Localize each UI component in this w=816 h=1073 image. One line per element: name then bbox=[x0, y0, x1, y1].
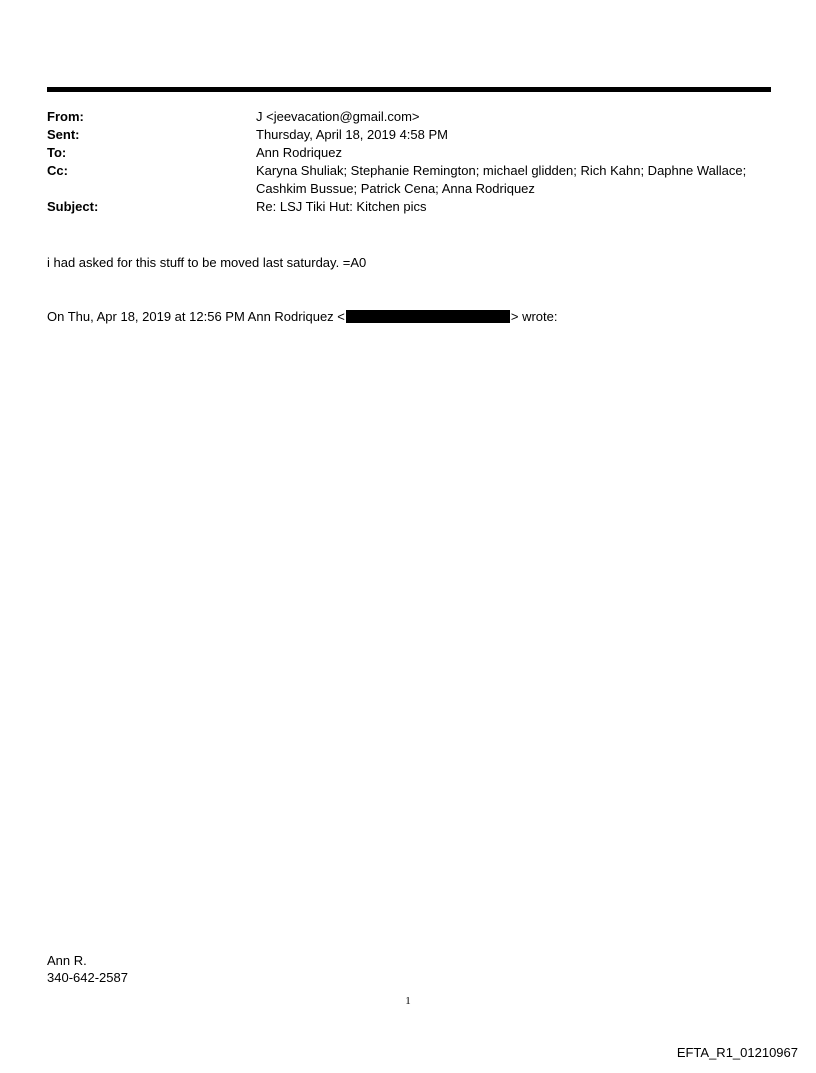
from-row bbox=[47, 108, 777, 126]
cc-label: Cc: bbox=[47, 163, 68, 178]
quote-attribution bbox=[47, 308, 558, 326]
cc-line-1: Karyna Shuliak; Stephanie Remington; michael glidden; Rich Kahn; Daphne Wallace; bbox=[256, 163, 747, 178]
signature-name: Ann R. bbox=[47, 953, 87, 968]
sent-label: Sent: bbox=[47, 127, 80, 142]
sent-value: Thursday, April 18, 2019 4:58 PM bbox=[256, 127, 448, 142]
subject-value: Re: LSJ Tiki Hut: Kitchen pics bbox=[256, 199, 427, 214]
to-row bbox=[47, 144, 777, 162]
email-header bbox=[47, 108, 777, 216]
cc-value bbox=[256, 162, 777, 198]
subject-row bbox=[47, 198, 777, 216]
sent-row bbox=[47, 126, 777, 144]
quote-prefix: On Thu, Apr 18, 2019 at 12:56 PM Ann Rodriquez < bbox=[47, 309, 345, 324]
subject-label: Subject: bbox=[47, 199, 99, 214]
message-text: i had asked for this stuff to be moved last saturday. =A0 bbox=[47, 255, 367, 270]
quote-suffix: > wrote: bbox=[510, 309, 558, 324]
from-value: J <jeevacation@gmail.com> bbox=[256, 109, 420, 124]
page-number: 1 bbox=[405, 995, 411, 1007]
signature-phone: 340-642-2587 bbox=[47, 970, 128, 985]
cc-line-2: Cashkim Bussue; Patrick Cena; Anna Rodriquez bbox=[256, 181, 535, 196]
redaction-block bbox=[346, 310, 510, 323]
bates-number: EFTA_R1_01210967 bbox=[676, 1045, 798, 1060]
cc-row bbox=[47, 162, 777, 198]
from-label: From: bbox=[47, 109, 84, 124]
to-value: Ann Rodriquez bbox=[256, 145, 342, 160]
header-divider bbox=[47, 87, 771, 92]
to-label: To: bbox=[47, 145, 67, 160]
signature bbox=[47, 952, 128, 986]
